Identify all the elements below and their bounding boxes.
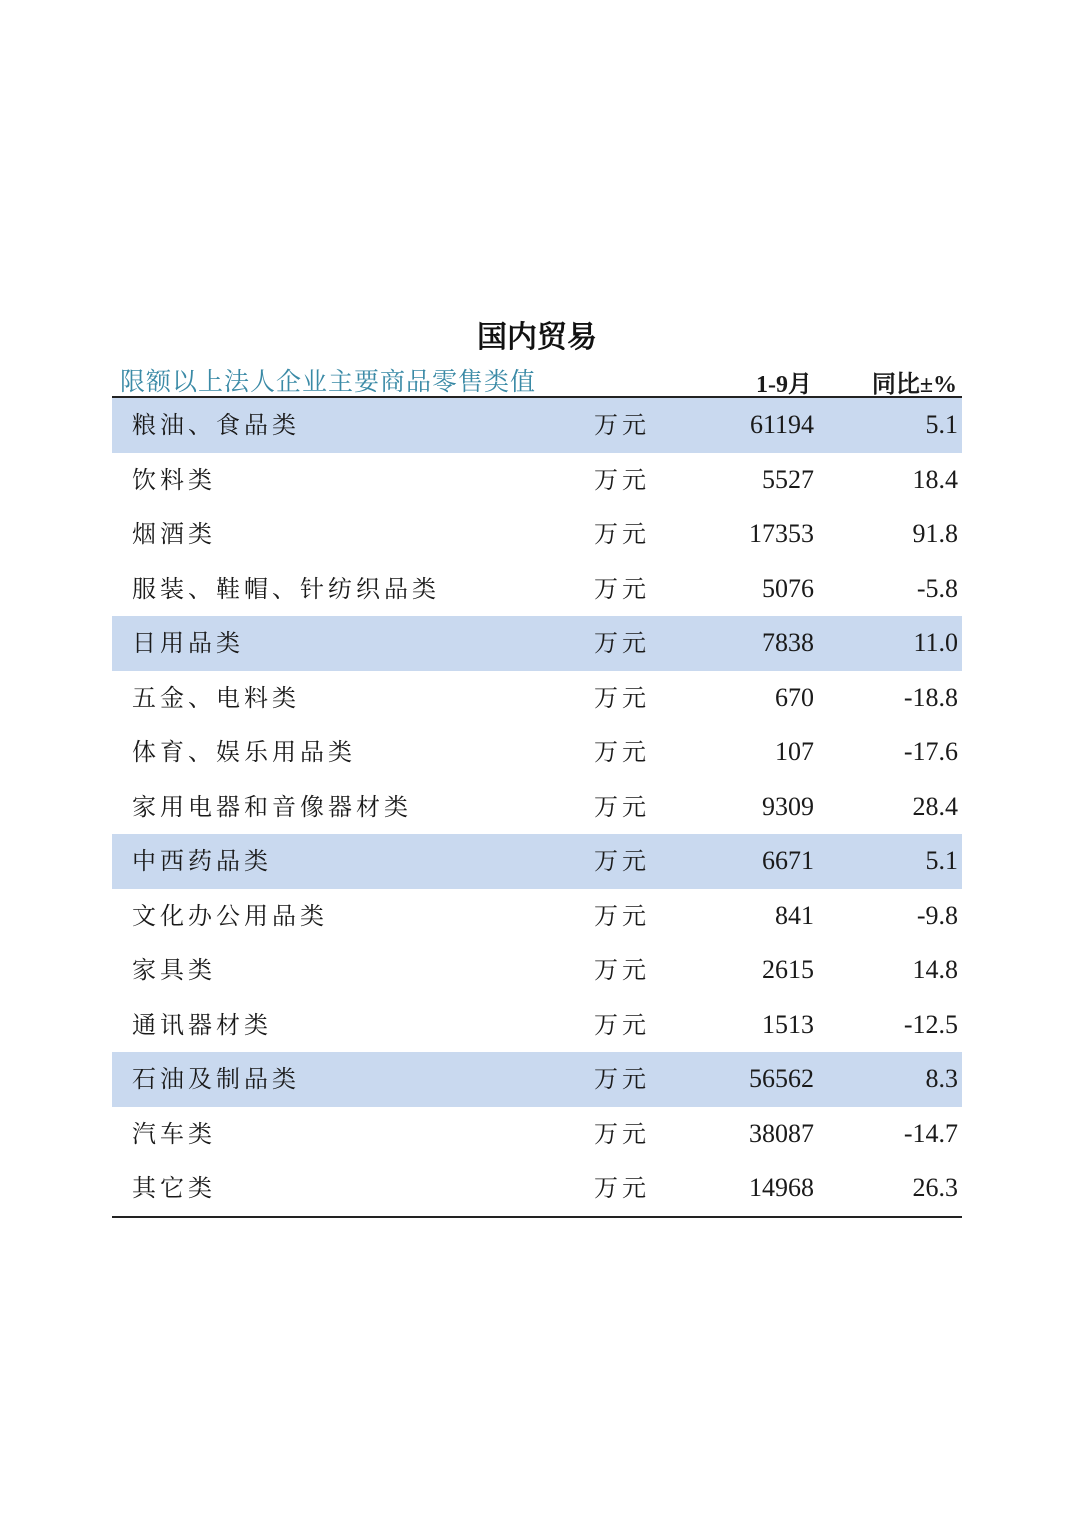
row-value: 9309 bbox=[762, 791, 814, 821]
row-category-name: 通讯器材类 bbox=[132, 1010, 272, 1039]
row-yoy-change: 14.8 bbox=[912, 955, 958, 984]
row-value: 2615 bbox=[762, 955, 814, 984]
table-row bbox=[112, 1161, 962, 1216]
table-row bbox=[112, 998, 962, 1053]
table-body bbox=[112, 398, 962, 1216]
row-category-name: 汽车类 bbox=[132, 1119, 216, 1148]
retail-sales-table bbox=[112, 360, 962, 1218]
row-category-name: 其它类 bbox=[132, 1174, 216, 1202]
row-category-name: 石油及制品类 bbox=[132, 1065, 300, 1093]
table-row bbox=[112, 671, 962, 726]
row-yoy-change: -17.6 bbox=[903, 737, 958, 766]
row-yoy-change: -5.8 bbox=[916, 573, 958, 603]
row-unit: 万元 bbox=[594, 683, 650, 712]
table-row bbox=[112, 943, 962, 998]
row-category-name: 服装、鞋帽、针纺织品类 bbox=[132, 574, 440, 603]
row-category-name: 家用电器和音像器材类 bbox=[132, 792, 412, 821]
row-value: 14968 bbox=[749, 1173, 814, 1202]
row-yoy-change: -12.5 bbox=[903, 1009, 958, 1039]
table-bottom-rule bbox=[112, 1216, 962, 1218]
row-unit: 万元 bbox=[594, 520, 650, 548]
row-value: 841 bbox=[775, 900, 814, 930]
row-yoy-change: -9.8 bbox=[916, 900, 958, 930]
table-row bbox=[112, 453, 962, 508]
table-row bbox=[112, 725, 962, 780]
row-value: 1513 bbox=[762, 1009, 814, 1039]
table-row bbox=[112, 889, 962, 944]
row-category-name: 粮油、食品类 bbox=[132, 411, 300, 439]
row-category-name: 日用品类 bbox=[132, 629, 244, 657]
row-category-name: 体育、娱乐用品类 bbox=[132, 738, 356, 766]
row-yoy-change: 26.3 bbox=[912, 1173, 958, 1202]
table-row bbox=[112, 1052, 962, 1107]
row-value: 61194 bbox=[749, 410, 814, 439]
period-column-header: 1-9月 bbox=[756, 372, 812, 398]
row-category-name: 烟酒类 bbox=[132, 520, 216, 548]
row-value: 5527 bbox=[762, 464, 814, 494]
row-value: 7838 bbox=[762, 628, 814, 657]
table-row bbox=[112, 834, 962, 889]
row-yoy-change: 91.8 bbox=[912, 519, 958, 548]
row-category-name: 文化办公用品类 bbox=[132, 901, 328, 930]
row-yoy-change: 5.1 bbox=[925, 410, 958, 439]
row-value: 56562 bbox=[749, 1064, 814, 1093]
row-unit: 万元 bbox=[594, 738, 650, 766]
row-yoy-change: 8.3 bbox=[925, 1064, 958, 1093]
row-value: 17353 bbox=[749, 519, 814, 548]
row-unit: 万元 bbox=[594, 792, 650, 821]
row-unit: 万元 bbox=[594, 629, 650, 657]
row-yoy-change: -18.8 bbox=[903, 682, 958, 712]
row-yoy-change: 11.0 bbox=[913, 628, 958, 657]
row-unit: 万元 bbox=[594, 1119, 650, 1148]
row-yoy-change: -14.7 bbox=[903, 1118, 958, 1148]
row-value: 107 bbox=[775, 737, 814, 766]
row-category-name: 饮料类 bbox=[132, 465, 216, 494]
row-category-name: 家具类 bbox=[132, 956, 216, 984]
row-unit: 万元 bbox=[594, 1010, 650, 1039]
table-row bbox=[112, 1107, 962, 1162]
row-unit: 万元 bbox=[594, 465, 650, 494]
table-row bbox=[112, 780, 962, 835]
row-unit: 万元 bbox=[594, 901, 650, 930]
row-yoy-change: 18.4 bbox=[912, 464, 958, 494]
row-unit: 万元 bbox=[594, 847, 650, 875]
page-title: 国内贸易 bbox=[477, 320, 597, 355]
row-yoy-change: 5.1 bbox=[925, 846, 958, 875]
row-unit: 万元 bbox=[594, 956, 650, 984]
row-value: 6671 bbox=[762, 846, 814, 875]
row-value: 670 bbox=[775, 682, 814, 712]
row-value: 5076 bbox=[762, 573, 814, 603]
table-row bbox=[112, 507, 962, 562]
row-unit: 万元 bbox=[594, 1174, 650, 1202]
row-yoy-change: 28.4 bbox=[912, 791, 958, 821]
row-unit: 万元 bbox=[594, 411, 650, 439]
row-unit: 万元 bbox=[594, 1065, 650, 1093]
table-title: 限额以上法人企业主要商品零售类值 bbox=[120, 367, 537, 396]
row-category-name: 中西药品类 bbox=[132, 847, 272, 875]
table-row bbox=[112, 616, 962, 671]
row-unit: 万元 bbox=[594, 574, 650, 603]
row-category-name: 五金、电料类 bbox=[132, 683, 300, 712]
table-row bbox=[112, 398, 962, 453]
table-row bbox=[112, 562, 962, 617]
row-value: 38087 bbox=[749, 1118, 814, 1148]
table-header bbox=[112, 360, 962, 398]
yoy-column-header: 同比±% bbox=[871, 372, 957, 398]
